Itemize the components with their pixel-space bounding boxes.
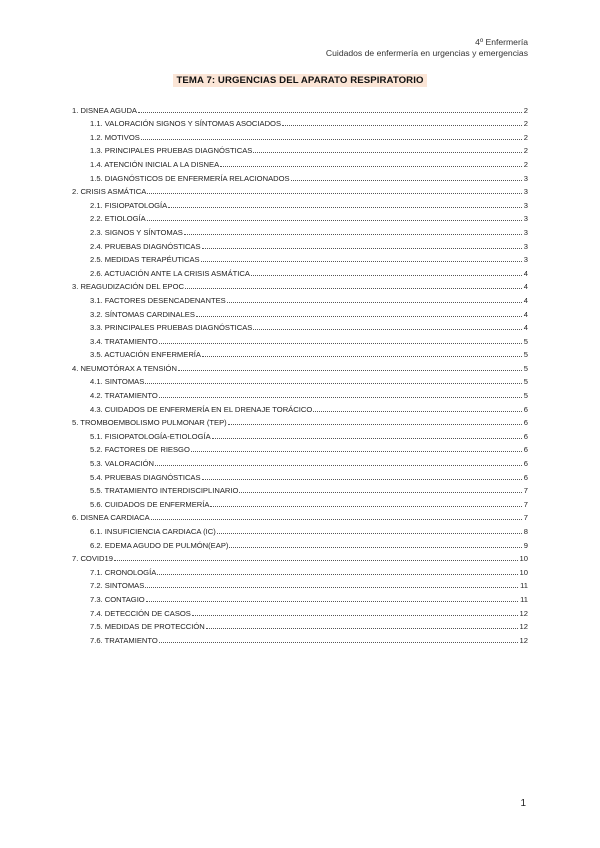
toc-entry-page: 3 xyxy=(523,214,528,224)
toc-entry-page: 9 xyxy=(523,540,528,550)
toc-subsection-entry[interactable] xyxy=(72,196,528,210)
toc-entry-page: 11 xyxy=(520,581,528,591)
toc-entry-label: 7. COVID19 xyxy=(72,554,113,564)
toc-subsection-entry[interactable] xyxy=(72,169,528,183)
toc-dot-leader xyxy=(146,600,518,602)
toc-entry-page: 6 xyxy=(523,445,528,455)
toc-entry-label: 5.2. FACTORES DE RIESGO xyxy=(90,445,190,455)
toc-entry-page: 7 xyxy=(523,513,528,523)
toc-subsection-entry[interactable] xyxy=(72,237,528,251)
toc-dot-leader xyxy=(155,464,522,466)
toc-entry-page: 3 xyxy=(523,200,528,210)
toc-entry-label: 5.1. FISIOPATOLOGÍA-ETIOLOGÍA xyxy=(90,431,211,441)
toc-entry-page: 5 xyxy=(523,391,528,401)
toc-subsection-entry[interactable] xyxy=(72,373,528,387)
toc-entry-page: 6 xyxy=(523,418,528,428)
toc-entry-page: 3 xyxy=(523,255,528,265)
toc-dot-leader xyxy=(202,355,522,357)
toc-dot-leader xyxy=(253,328,521,330)
toc-dot-leader xyxy=(251,274,522,276)
toc-entry-page: 6 xyxy=(523,459,528,469)
toc-subsection-entry[interactable] xyxy=(72,400,528,414)
table-of-contents xyxy=(72,101,528,645)
toc-entry-page: 12 xyxy=(519,635,528,645)
toc-subsection-entry[interactable] xyxy=(72,495,528,509)
toc-dot-leader xyxy=(196,315,522,317)
toc-entry-page: 3 xyxy=(523,227,528,237)
toc-dot-leader xyxy=(159,641,518,643)
toc-entry-label: 3.5. ACTUACIÓN ENFERMERÍA xyxy=(90,350,201,360)
toc-dot-leader xyxy=(138,111,522,113)
toc-subsection-entry[interactable] xyxy=(72,264,528,278)
toc-subsection-entry[interactable] xyxy=(72,536,528,550)
toc-dot-leader xyxy=(282,124,522,126)
toc-entry-label: 2.5. MEDIDAS TERAPÉUTICAS xyxy=(90,255,200,265)
title-container xyxy=(0,70,600,88)
toc-entry-label: 5.4. PRUEBAS DIAGNÓSTICAS xyxy=(90,472,201,482)
toc-entry-page: 5 xyxy=(523,377,528,387)
toc-entry-label: 7.2. SINTOMAS xyxy=(90,581,145,591)
toc-entry-label: 7.1. CRONOLOGÍA xyxy=(90,567,157,577)
toc-dot-leader xyxy=(168,206,522,208)
toc-subsection-entry[interactable] xyxy=(72,441,528,455)
toc-dot-leader xyxy=(313,410,522,412)
header-course: 4º Enfermería xyxy=(475,37,528,47)
toc-subsection-entry[interactable] xyxy=(72,577,528,591)
toc-entry-page: 3 xyxy=(523,187,528,197)
toc-entry-page: 6 xyxy=(523,431,528,441)
toc-subsection-entry[interactable] xyxy=(72,468,528,482)
toc-subsection-entry[interactable] xyxy=(72,386,528,400)
toc-subsection-entry[interactable] xyxy=(72,142,528,156)
toc-dot-leader xyxy=(239,491,521,493)
toc-entry-page: 5 xyxy=(523,336,528,346)
toc-entry-label: 1. DISNEA AGUDA xyxy=(72,105,137,115)
toc-entry-label: 2.1. FISIOPATOLOGÍA xyxy=(90,200,168,210)
toc-dot-leader xyxy=(114,559,518,561)
toc-subsection-entry[interactable] xyxy=(72,115,528,129)
toc-subsection-entry[interactable] xyxy=(72,631,528,645)
toc-entry-page: 4 xyxy=(523,295,528,305)
toc-subsection-entry[interactable] xyxy=(72,291,528,305)
toc-entry-label: 7.3. CONTAGIO xyxy=(90,594,145,604)
toc-dot-leader xyxy=(145,382,521,384)
toc-entry-page: 2 xyxy=(523,132,528,142)
toc-entry-label: 5.5. TRATAMIENTO INTERDISCIPLINARIO xyxy=(90,486,239,496)
toc-subsection-entry[interactable] xyxy=(72,305,528,319)
toc-dot-leader xyxy=(253,151,521,153)
toc-entry-page: 12 xyxy=(519,608,528,618)
toc-dot-leader xyxy=(227,301,522,303)
toc-entry-page: 3 xyxy=(523,241,528,251)
toc-dot-leader xyxy=(159,342,522,344)
toc-dot-leader xyxy=(184,233,522,235)
toc-entry-label: 3. REAGUDIZACIÓN DEL EPOC xyxy=(72,282,184,292)
toc-dot-leader xyxy=(210,505,521,507)
document-header xyxy=(326,37,528,59)
toc-entry-page: 3 xyxy=(523,173,528,183)
toc-entry-page: 6 xyxy=(523,472,528,482)
toc-dot-leader xyxy=(145,586,518,588)
toc-subsection-entry[interactable] xyxy=(72,210,528,224)
toc-entry-label: 3.3. PRINCIPALES PRUEBAS DIAGNÓSTICAS xyxy=(90,323,253,333)
toc-dot-leader xyxy=(151,518,522,520)
toc-subsection-entry[interactable] xyxy=(72,128,528,142)
toc-entry-page: 4 xyxy=(523,268,528,278)
toc-entry-label: 4.3. CUIDADOS DE ENFERMERÍA EN EL DRENAJE TORÁCICO xyxy=(90,404,313,414)
toc-dot-leader xyxy=(191,450,522,452)
toc-dot-leader xyxy=(159,396,522,398)
toc-entry-label: 2.4. PRUEBAS DIAGNÓSTICAS xyxy=(90,241,201,251)
toc-entry-page: 8 xyxy=(523,527,528,536)
toc-entry-label: 1.1. VALORACIÓN SIGNOS Y SÍNTOMAS ASOCIADOS xyxy=(90,119,282,129)
toc-dot-leader xyxy=(201,260,522,262)
toc-entry-page: 11 xyxy=(520,594,528,604)
toc-dot-leader xyxy=(202,478,522,480)
toc-dot-leader xyxy=(202,247,522,249)
toc-subsection-entry[interactable] xyxy=(72,604,528,618)
toc-entry-label: 1.2. MOTIVOS xyxy=(90,132,140,142)
toc-entry-label: 7.6. TRATAMIENTO xyxy=(90,635,158,645)
toc-dot-leader xyxy=(229,546,521,548)
toc-entry-label: 7.4. DETECCIÓN DE CASOS xyxy=(90,608,191,618)
toc-entry-page: 4 xyxy=(523,323,528,333)
toc-entry-label: 6. DISNEA CARDIACA xyxy=(72,513,150,523)
document-title: TEMA 7: URGENCIAS DEL APARATO RESPIRATORIO xyxy=(173,74,426,87)
toc-dot-leader xyxy=(192,614,518,616)
toc-dot-leader xyxy=(157,573,517,575)
toc-entry-page: 10 xyxy=(519,554,528,564)
toc-subsection-entry[interactable] xyxy=(72,346,528,360)
toc-section-entry[interactable] xyxy=(72,278,528,292)
toc-entry-page: 12 xyxy=(519,622,528,632)
toc-subsection-entry[interactable] xyxy=(72,618,528,632)
toc-entry-page: 2 xyxy=(523,119,528,129)
toc-subsection-entry[interactable] xyxy=(72,319,528,333)
toc-section-entry[interactable] xyxy=(72,101,528,115)
toc-section-entry[interactable] xyxy=(72,414,528,428)
toc-entry-page: 5 xyxy=(523,363,528,373)
toc-subsection-entry[interactable] xyxy=(72,332,528,346)
toc-entry-page: 4 xyxy=(523,282,528,292)
toc-entry-page: 7 xyxy=(523,486,528,496)
toc-dot-leader xyxy=(228,423,522,425)
toc-entry-label: 5.3. VALORACIÓN xyxy=(90,459,155,469)
toc-dot-leader xyxy=(291,179,522,181)
toc-dot-leader xyxy=(220,165,522,167)
toc-entry-label: 7.5. MEDIDAS DE PROTECCIÓN xyxy=(90,622,205,632)
toc-entry-page: 7 xyxy=(523,499,528,509)
toc-entry-label: 5.6. CUIDADOS DE ENFERMERÍA xyxy=(90,499,210,509)
toc-entry-label: 4.1. SINTOMAS xyxy=(90,377,145,387)
toc-entry-label: 1.4. ATENCIÓN INICIAL A LA DISNEA xyxy=(90,159,220,169)
toc-dot-leader xyxy=(185,287,522,289)
toc-entry-label: 6.2. EDEMA AGUDO DE PULMÓN(EAP) xyxy=(90,540,229,550)
toc-entry-label: 4. NEUMOTÓRAX A TENSIÓN xyxy=(72,363,177,373)
toc-dot-leader xyxy=(147,192,521,194)
header-subject: Cuidados de enfermería en urgencias y emergencias xyxy=(325,48,528,58)
toc-subsection-entry[interactable] xyxy=(72,482,528,496)
toc-subsection-entry[interactable] xyxy=(72,522,528,536)
toc-dot-leader xyxy=(212,437,522,439)
toc-subsection-entry[interactable] xyxy=(72,223,528,237)
toc-entry-page: 10 xyxy=(519,567,528,577)
toc-entry-label: 5. TROMBOEMBOLISMO PULMONAR (TEP) xyxy=(72,418,227,428)
toc-subsection-entry[interactable] xyxy=(72,251,528,265)
page-number: 1 xyxy=(520,798,526,809)
toc-entry-page: 2 xyxy=(523,146,528,156)
toc-entry-label: 3.2. SÍNTOMAS CARDINALES xyxy=(90,309,195,319)
toc-entry-page: 5 xyxy=(523,350,528,360)
toc-entry-page: 4 xyxy=(523,309,528,319)
toc-entry-label: 2. CRISIS ASMÁTICA xyxy=(72,187,147,197)
toc-dot-leader xyxy=(217,532,522,534)
toc-entry-label: 1.5. DIAGNÓSTICOS DE ENFERMERÍA RELACIONADOS xyxy=(90,173,290,183)
toc-entry-label: 2.3. SIGNOS Y SÍNTOMAS xyxy=(90,227,183,237)
toc-subsection-entry[interactable] xyxy=(72,454,528,468)
toc-entry-page: 2 xyxy=(523,105,528,115)
toc-subsection-entry[interactable] xyxy=(72,563,528,577)
toc-entry-label: 4.2. TRATAMIENTO xyxy=(90,391,158,401)
toc-dot-leader xyxy=(178,369,522,371)
toc-entry-label: 2.6. ACTUACIÓN ANTE LA CRISIS ASMÁTICA xyxy=(90,268,250,278)
toc-subsection-entry[interactable] xyxy=(72,155,528,169)
toc-entry-label: 1.3. PRINCIPALES PRUEBAS DIAGNÓSTICAS xyxy=(90,146,253,156)
toc-section-entry[interactable] xyxy=(72,183,528,197)
toc-section-entry[interactable] xyxy=(72,359,528,373)
toc-subsection-entry[interactable] xyxy=(72,427,528,441)
toc-section-entry[interactable] xyxy=(72,550,528,564)
toc-entry-page: 2 xyxy=(523,159,528,169)
toc-entry-label: 3.1. FACTORES DESENCADENANTES xyxy=(90,295,226,305)
toc-dot-leader xyxy=(141,138,522,140)
toc-entry-label: 3.4. TRATAMIENTO xyxy=(90,336,158,346)
toc-dot-leader xyxy=(206,627,518,629)
toc-entry-page: 6 xyxy=(523,404,528,414)
toc-subsection-entry[interactable] xyxy=(72,590,528,604)
toc-entry-label: 2.2. ETIOLOGÍA xyxy=(90,214,146,224)
toc-entry-label: 6.1. INSUFICIENCIA CARDIACA (IC) xyxy=(90,527,216,536)
toc-dot-leader xyxy=(147,219,522,221)
toc-section-entry[interactable] xyxy=(72,509,528,523)
